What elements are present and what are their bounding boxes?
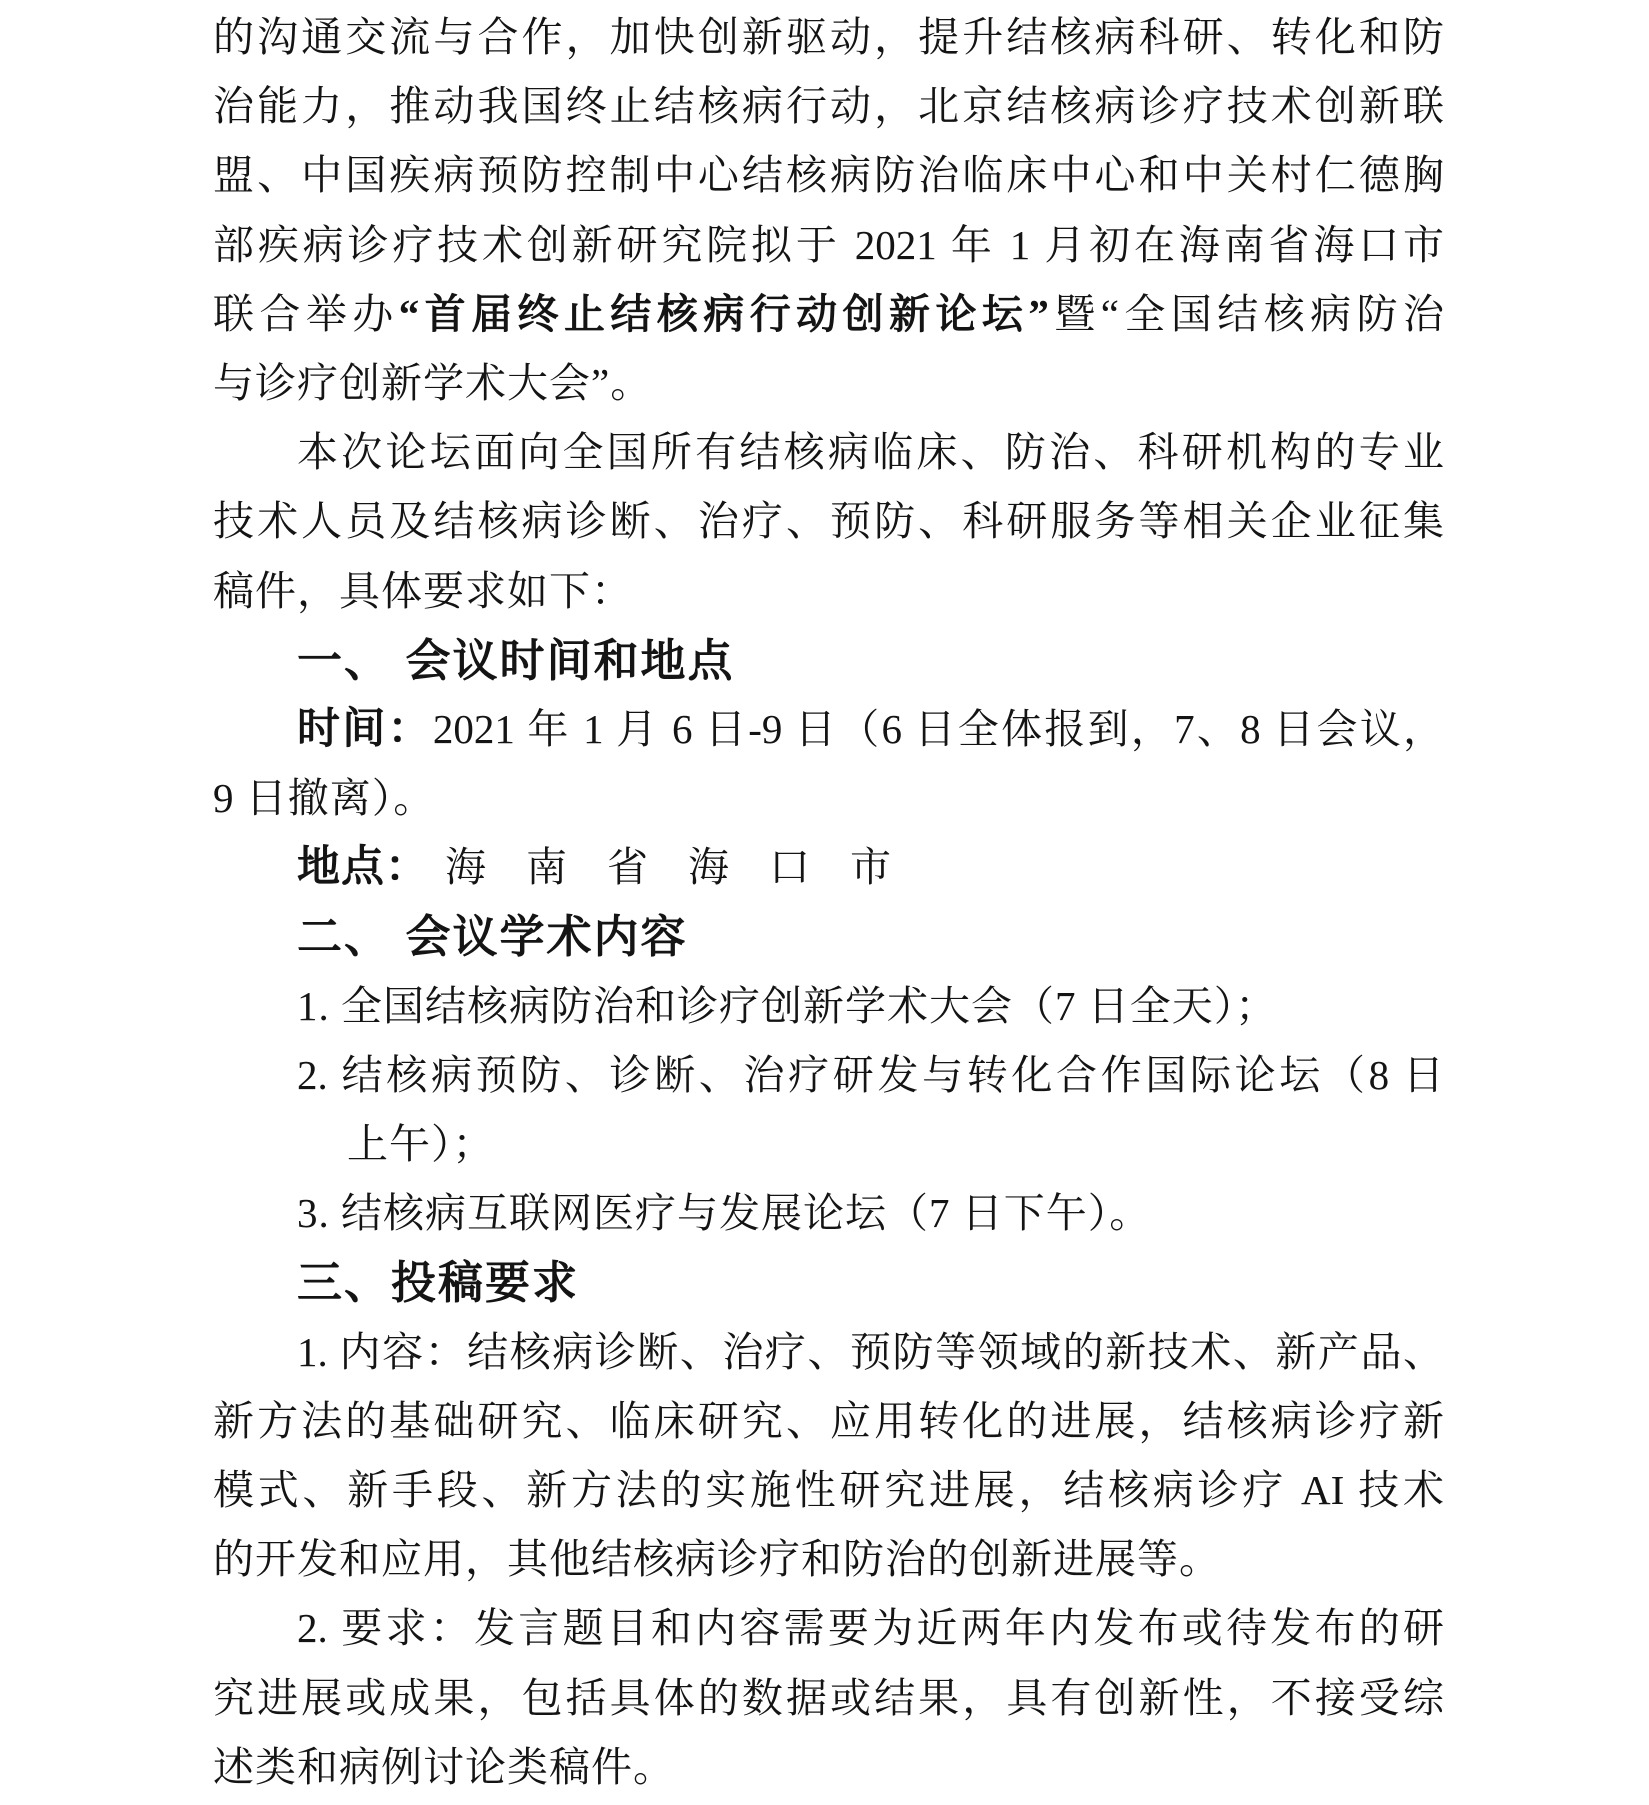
body-line: 究进展或成果，包括具体的数据或结果，具有创新性，不接受综 bbox=[213, 1674, 1444, 1721]
location-line bbox=[213, 833, 1444, 902]
time-line bbox=[213, 695, 1444, 764]
location-label: 地点： bbox=[297, 843, 429, 892]
section-heading-one: 一、 会议时间和地点 bbox=[297, 634, 735, 686]
body-line: 部疾病诊疗技术创新研究院拟于 2021 年 1 月初在海南省海口市 bbox=[213, 221, 1444, 268]
body-line: 治能力，推动我国终止结核病行动，北京结核病诊疗技术创新联 bbox=[213, 83, 1444, 130]
body-line-forum-title bbox=[213, 280, 1444, 349]
list-item: 2. 结核病预防、诊断、治疗研发与转化合作国际论坛（8 日 bbox=[297, 1051, 1444, 1098]
time-value: 2021 年 1 月 6 日-9 日（6 日全体报到，7、8 日会议， bbox=[432, 705, 1445, 752]
body-line: 技术人员及结核病诊断、治疗、预防、科研服务等相关企业征集 bbox=[213, 498, 1444, 545]
line-text: 联合举办 bbox=[213, 290, 399, 337]
body-line: 的开发和应用，其他结核病诊疗和防治的创新进展等。 bbox=[213, 1536, 1221, 1583]
line-text: 暨“全国结核病防治 bbox=[1048, 290, 1445, 337]
body-line: 稿件，具体要求如下： bbox=[213, 567, 633, 614]
list-item: 1. 内容：结核病诊断、治疗、预防等领域的新技术、新产品、 bbox=[297, 1328, 1444, 1375]
list-item: 3. 结核病互联网医疗与发展论坛（7 日下午）。 bbox=[297, 1190, 1152, 1237]
body-line: 新方法的基础研究、临床研究、应用转化的进展，结核病诊疗新 bbox=[213, 1397, 1444, 1444]
list-item-continuation: 上午）； bbox=[347, 1121, 495, 1167]
time-label: 时间： bbox=[297, 704, 433, 753]
body-line: 9 日撤离）。 bbox=[213, 775, 436, 822]
body-line: 模式、新手段、新方法的实施性研究进展，结核病诊疗 AI 技术 bbox=[213, 1466, 1444, 1513]
body-line: 与诊疗创新学术大会”。 bbox=[213, 359, 653, 406]
body-line: 本次论坛面向全国所有结核病临床、防治、科研机构的专业 bbox=[297, 429, 1444, 476]
section-heading-two: 二、 会议学术内容 bbox=[297, 911, 688, 963]
list-item: 1. 全国结核病防治和诊疗创新学术大会（7 日全天）； bbox=[297, 982, 1278, 1029]
body-line: 的沟通交流与合作，加快创新驱动，提升结核病科研、转化和防 bbox=[213, 14, 1444, 60]
location-value: 海南省海口市 bbox=[445, 844, 931, 891]
list-item: 2. 要求：发言题目和内容需要为近两年内发布或待发布的研 bbox=[297, 1605, 1444, 1652]
body-line: 盟、中国疾病预防控制中心结核病防治临床中心和中关村仁德胸 bbox=[213, 152, 1444, 199]
section-heading-three: 三、投稿要求 bbox=[297, 1257, 580, 1309]
body-line: 述类和病例讨论类稿件。 bbox=[213, 1743, 675, 1790]
forum-title-bold: “首届终止结核病行动创新论坛” bbox=[398, 290, 1049, 337]
